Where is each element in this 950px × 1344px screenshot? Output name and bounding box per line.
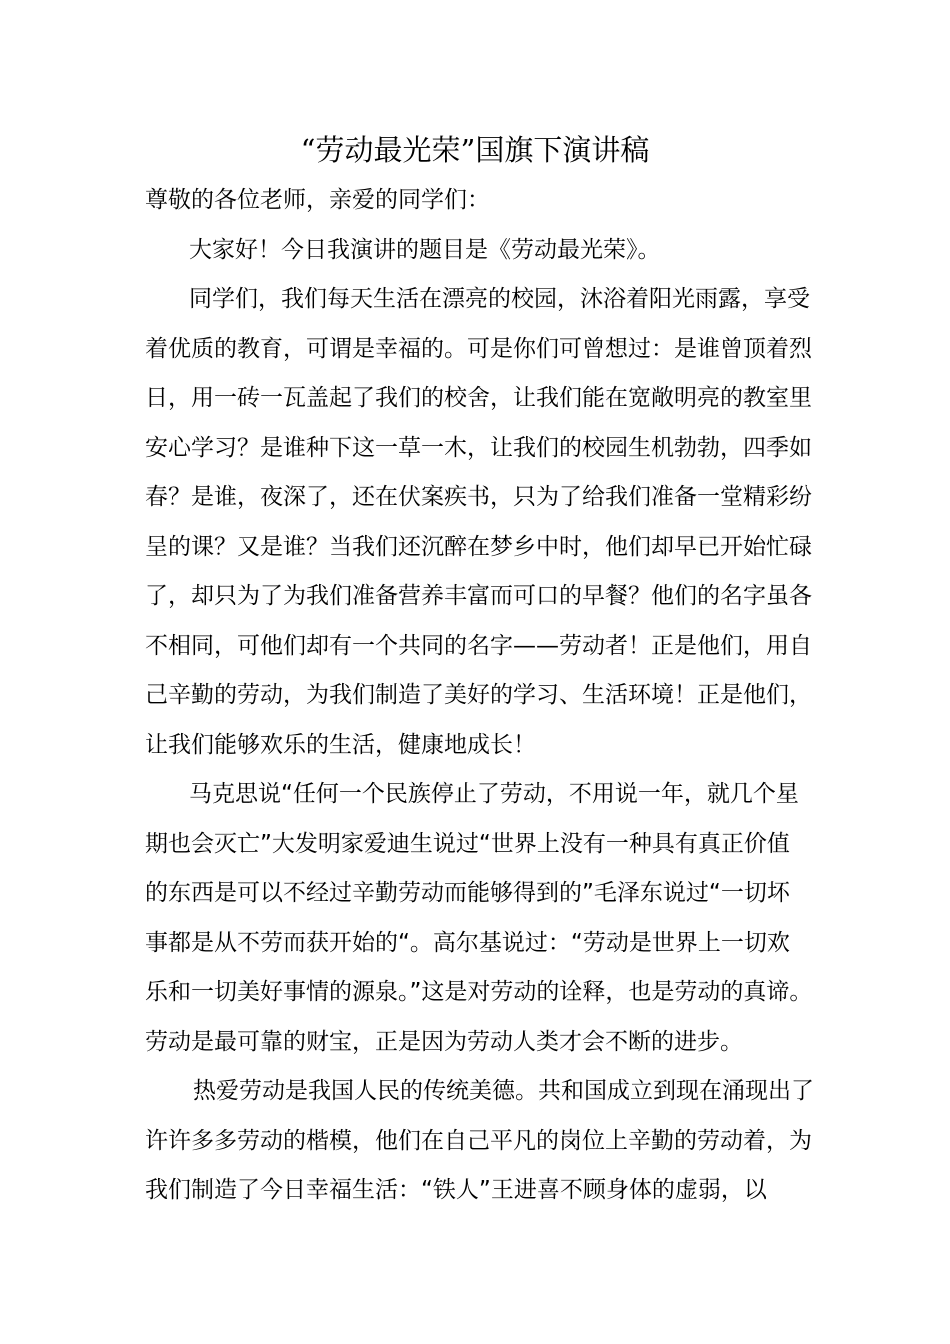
paragraph-line: 马克思说“任何一个民族停止了劳动，不用说一年，就几个星 — [189, 781, 799, 807]
paragraph-line: 安心学习？是谁种下这一草一木，让我们的校园生机勃勃，四季如 — [145, 434, 812, 461]
paragraph-line: 我们制造了今日幸福生活：“铁人”王进喜不顾身体的虚弱，以 — [145, 1177, 767, 1203]
paragraph-line: 事都是从不劳而获开始的“。高尔基说过：“劳动是世界上一切欢 — [145, 929, 790, 956]
paragraph-line: 热爱劳动是我国人民的传统美德。共和国成立到现在涌现出了 — [193, 1078, 814, 1104]
paragraph-line: 大家好！今日我演讲的题目是《劳动最光荣》。 — [189, 236, 661, 263]
paragraph-line: 劳动是最可靠的财宝，正是因为劳动人类才会不断的进步。 — [145, 1028, 743, 1055]
salutation-line: 尊敬的各位老师，亲爱的同学们： — [145, 187, 490, 213]
paragraph-line: 不相同，可他们却有一个共同的名字——劳动者！正是他们，用自 — [145, 632, 812, 659]
paragraph-line: 呈的课？又是谁？当我们还沉醉在梦乡中时，他们却早已开始忙碌 — [145, 533, 812, 560]
document-body — [145, 176, 835, 1216]
paragraph-line: 己辛勤的劳动，为我们制造了美好的学习、生活环境！正是他们， — [145, 682, 812, 708]
paragraph-line: 期也会灭亡”大发明家爱迪生说过“世界上没有一种具有真正价值 — [145, 830, 790, 857]
paragraph-line: 了，却只为了为我们准备营养丰富而可口的早餐？他们的名字虽各 — [145, 583, 812, 609]
document-title: “劳动最光荣”国旗下演讲稿 — [300, 133, 650, 167]
paragraph-line: 同学们，我们每天生活在漂亮的校园，沐浴着阳光雨露，享受 — [189, 286, 810, 312]
paragraph-line: 春？是谁，夜深了，还在伏案疾书，只为了给我们准备一堂精彩纷 — [145, 484, 812, 510]
paragraph-line: 让我们能够欢乐的生活，健康地成长！ — [145, 731, 536, 758]
paragraph-line: 许许多多劳动的楷模，他们在自己平凡的岗位上辛勤的劳动着，为 — [145, 1127, 812, 1154]
paragraph-line: 乐和一切美好事情的源泉。”这是对劳动的诠释，也是劳动的真谛。 — [145, 979, 813, 1005]
paragraph-line: 着优质的教育，可谓是幸福的。可是你们可曾想过：是谁曾顶着烈 — [145, 335, 812, 362]
paragraph-line: 的东西是可以不经过辛勤劳动而能够得到的”毛泽东说过“一切坏 — [145, 880, 790, 906]
paragraph-line: 日，用一砖一瓦盖起了我们的校舍，让我们能在宽敞明亮的教室里 — [145, 385, 812, 411]
